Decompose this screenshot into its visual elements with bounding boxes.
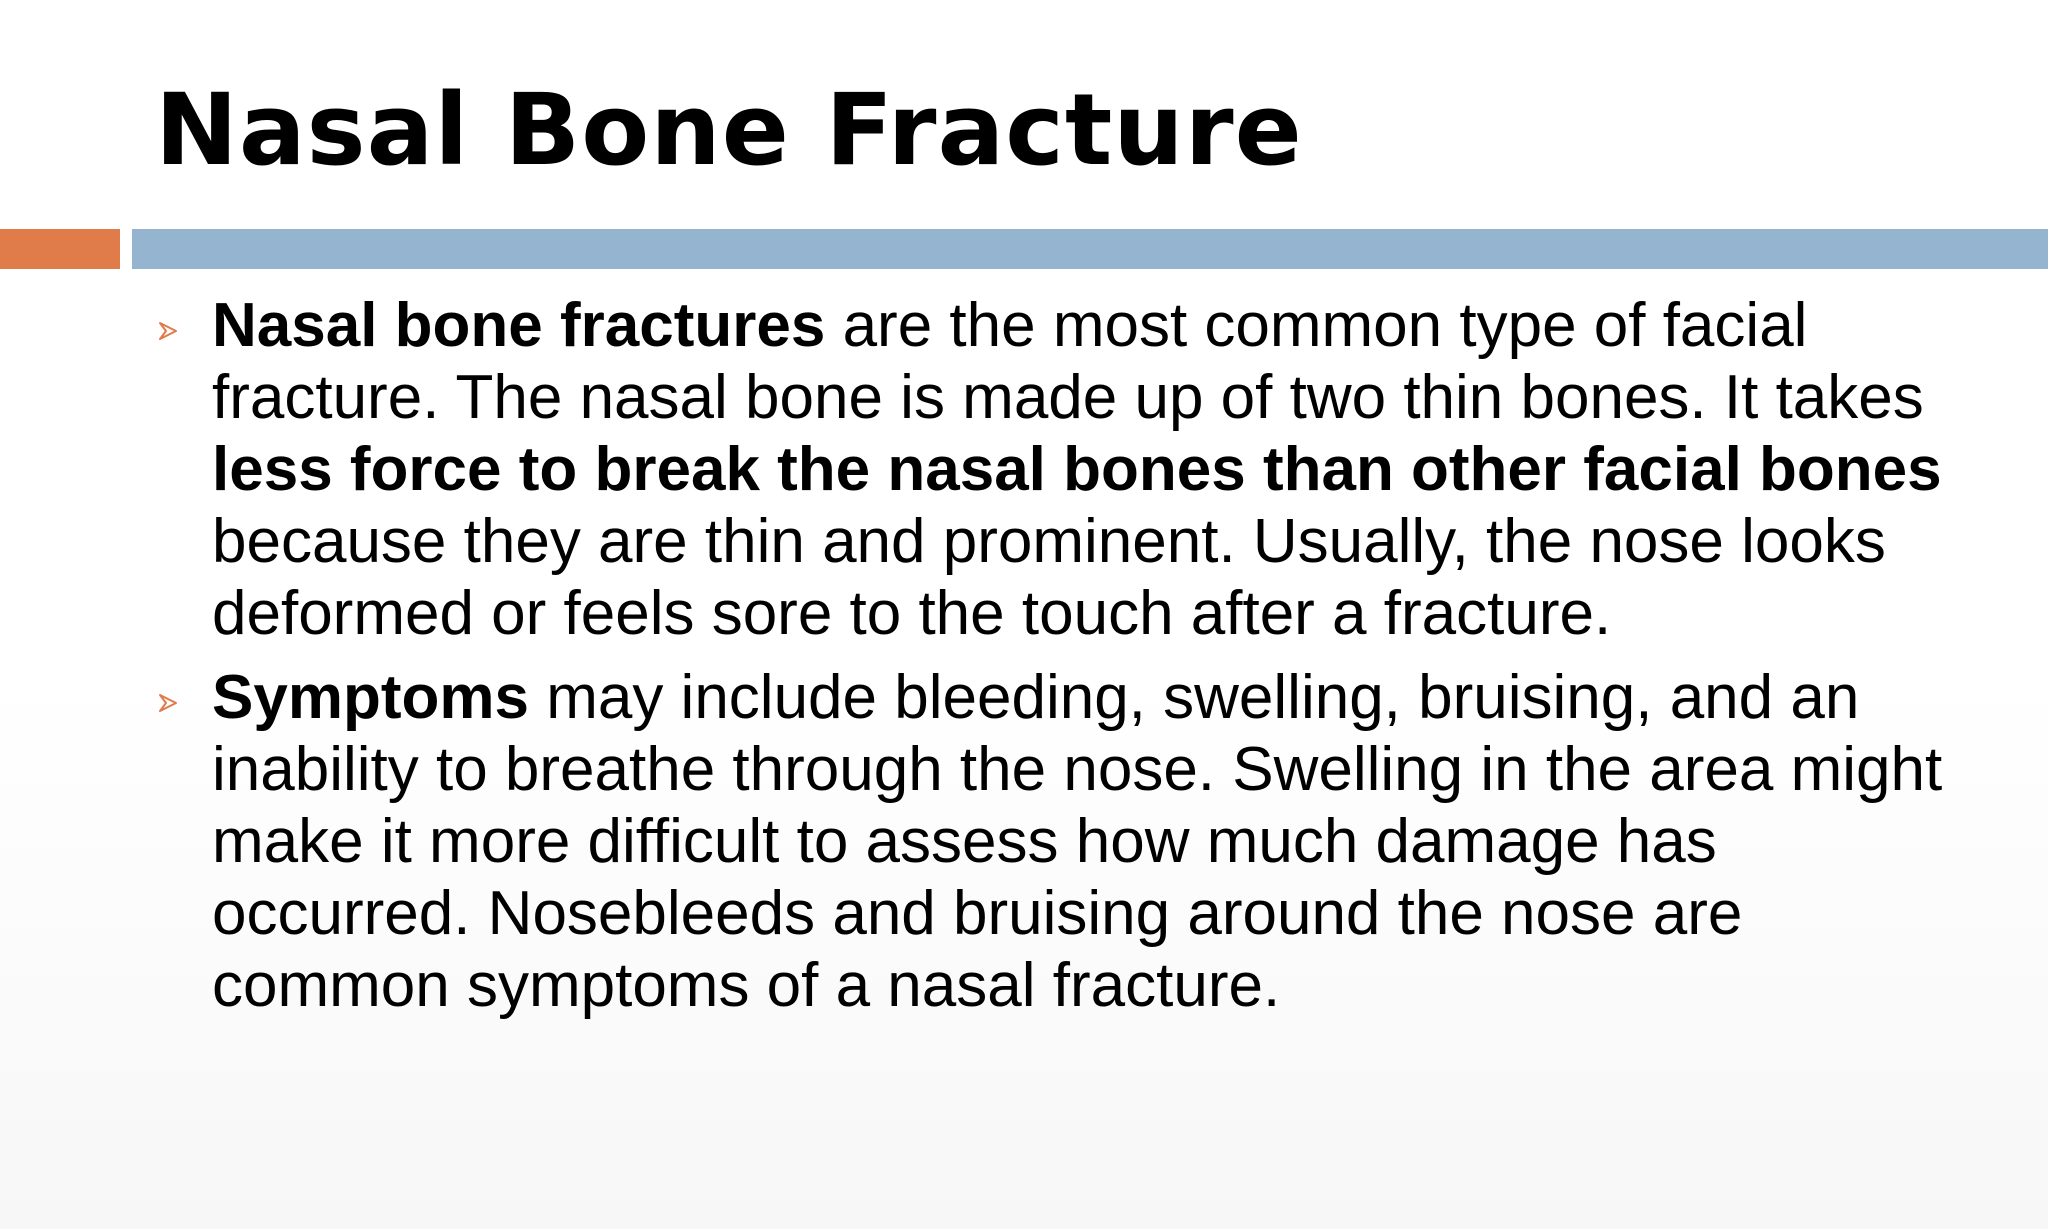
bullet-item xyxy=(0,290,1972,650)
bullet-text-bold: Symptoms xyxy=(212,663,529,732)
bullet-text-regular: are the most common type of facial fracture. The nasal bone is made up of two thin bones. It takes xyxy=(212,291,1924,432)
arrowhead-bullet-icon xyxy=(157,320,179,342)
bullet-text-regular: may include bleeding, swelling, bruising, and an inability to breathe through the nose. Swelling in the area might make it more difficult to assess how much damage has occurred. Nosebleeds and bruising around the nose are common symptoms of a nasal fracture. xyxy=(212,663,1943,1020)
bullet-item xyxy=(0,662,1972,1022)
bullet-text xyxy=(212,663,1942,1020)
bullet-text-regular: because they are thin and prominent. Usually, the nose looks deformed or feels sore to the touch after a fracture. xyxy=(212,507,1886,648)
bullet-text-bold: less force to break the nasal bones than other facial bones xyxy=(212,435,1942,504)
accent-bar xyxy=(0,229,120,269)
bullet-text xyxy=(212,291,1942,648)
bullet-list xyxy=(0,290,2048,1034)
slide-title: Nasal Bone Fracture xyxy=(155,73,1303,188)
title-rule-bar xyxy=(132,229,2048,269)
arrowhead-bullet-icon xyxy=(157,692,179,714)
bullet-text-bold: Nasal bone fractures xyxy=(212,291,826,360)
